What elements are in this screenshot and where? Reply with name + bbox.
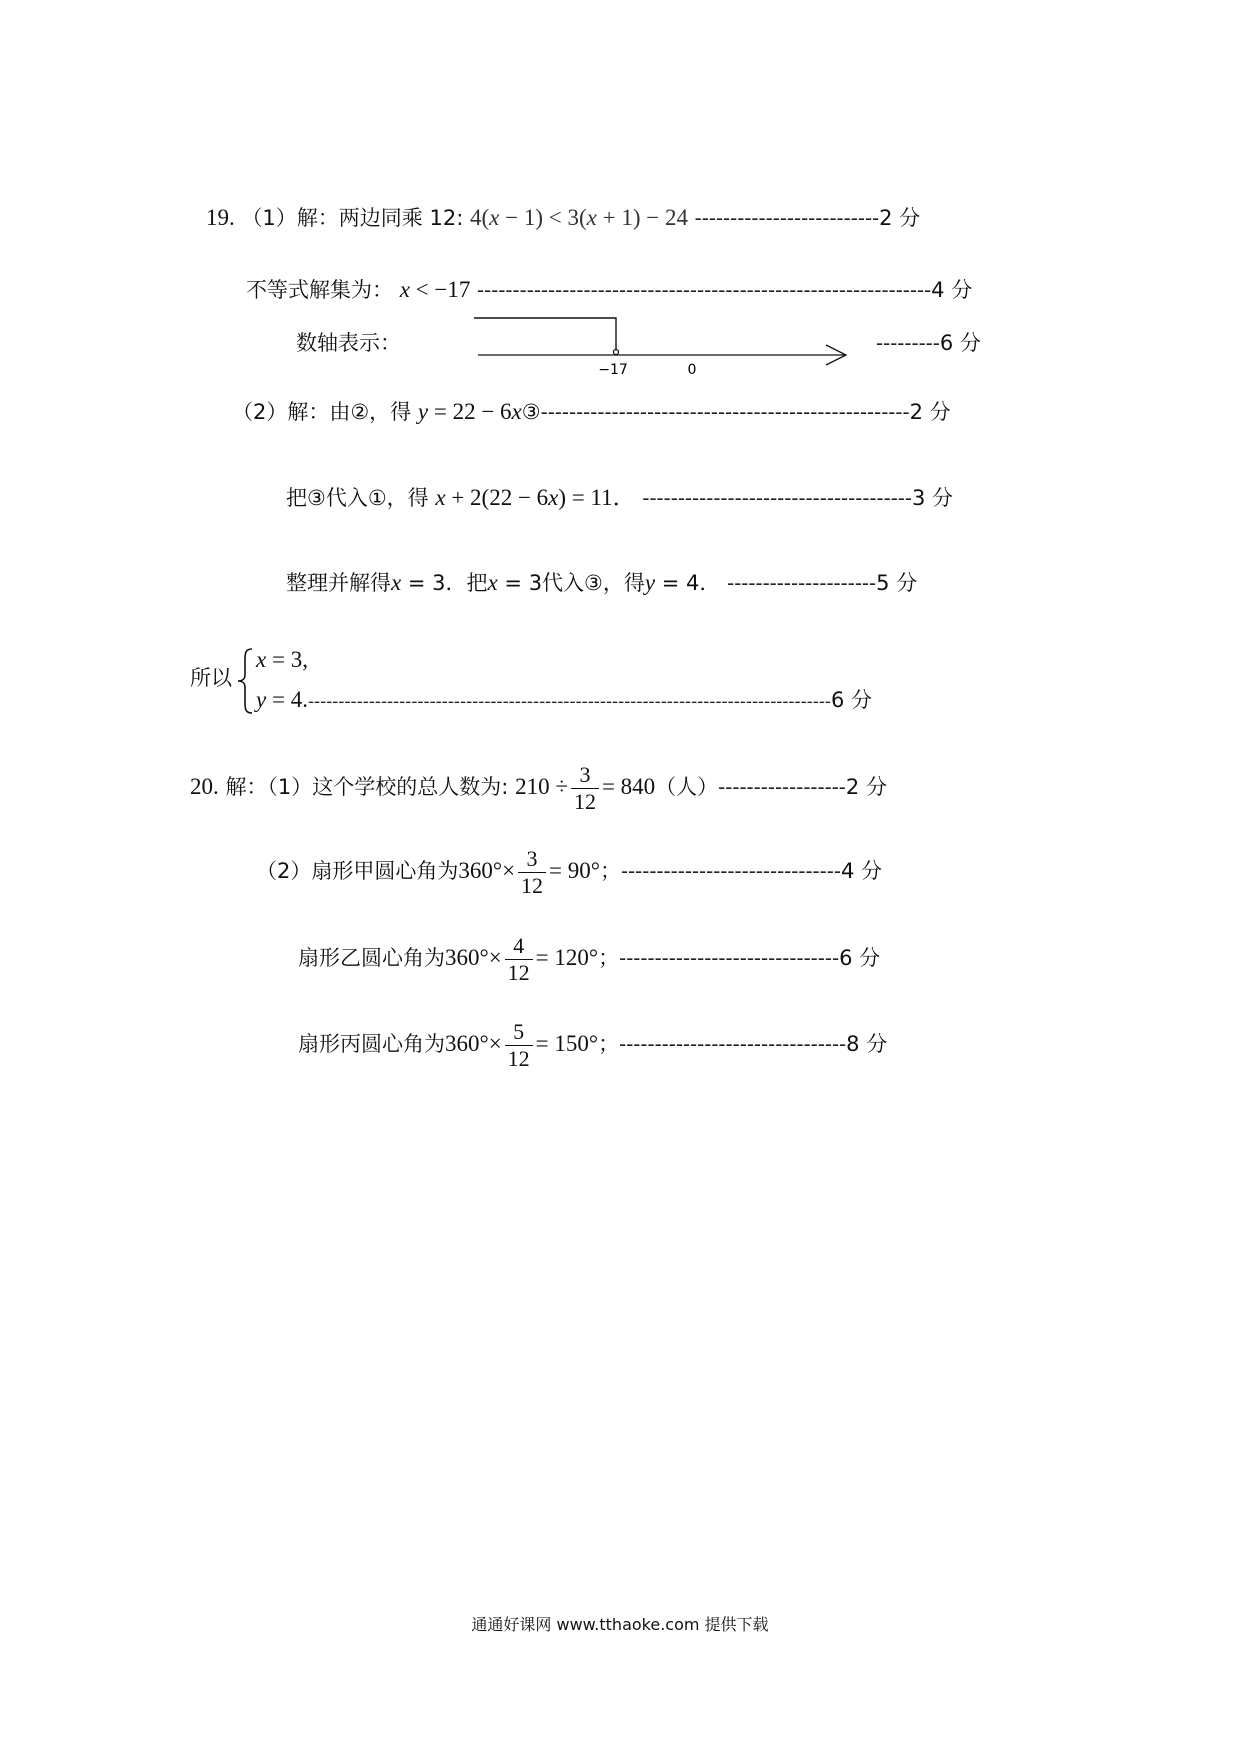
leader-dashes: ----------------------------------------------------------------: [477, 278, 932, 302]
q20-line-1: 20. 解：（1）这个学校的总人数为: 210 ÷ $\frac{3}{12}$ = 840（人）------------------2 分: [190, 762, 887, 814]
score-label: 6 分: [839, 946, 881, 970]
tick-label-zero: 0: [687, 362, 697, 378]
score-label: 4 分: [931, 278, 973, 302]
leader-dashes: --------------------------------: [619, 1032, 847, 1056]
score-label: 5 分: [876, 571, 918, 595]
system-row-1: x = 3,: [256, 647, 308, 672]
q19-part1-label: （1）解：两边同乘 12:: [241, 206, 464, 230]
q19-part1-expr: 4(x − 1) < 3(x + 1) − 24: [469, 205, 688, 230]
score-label: 2 分: [909, 400, 951, 424]
solution-set-expr: x < −17: [399, 277, 471, 302]
solution-bracket: [474, 318, 616, 352]
substitute-text: 把③代入①，得: [286, 486, 429, 510]
q20-number: 20.: [190, 774, 219, 799]
fraction: $\frac{4}{12}$: [505, 933, 533, 986]
score-label: 3 分: [912, 486, 954, 510]
leader-dashes: --------------------------: [694, 206, 880, 230]
leader-dashes: ------------------: [718, 775, 846, 799]
system-brace: [236, 647, 256, 715]
substitute-expr: x + 2(22 − 6x) = 11．: [435, 485, 636, 510]
leader-dashes: --------------------------------------: [642, 486, 912, 510]
part2-expr: y = 22 − 6x: [417, 399, 522, 424]
leader-dashes: -------------------------------: [620, 859, 841, 883]
score-label: 6 分: [939, 331, 981, 355]
leader-dashes: ---------: [876, 331, 940, 355]
q19-part2-line-2: [286, 484, 953, 512]
fraction: $\frac{3}{12}$: [571, 762, 599, 815]
fraction: $\frac{3}{12}$: [518, 846, 546, 899]
solution-set-label: 不等式解集为：: [246, 278, 393, 302]
q19-line-2: [246, 276, 972, 304]
score-label: 4 分: [840, 859, 882, 883]
tick-label-neg17: −17: [598, 362, 628, 378]
score-label: 2 分: [879, 206, 921, 230]
number-line-label: 数轴表示：: [296, 331, 401, 355]
q19-line-1: [206, 204, 920, 232]
system-row-2: y = 4.--------------------------------------------------------------------------------------6 分: [256, 687, 873, 712]
q20-line-3: 扇形乙圆心角为360°× $\frac{4}{12}$ = 120°；-------------------------------6 分: [298, 933, 881, 985]
number-line-diagram: [470, 312, 860, 382]
part2-label: （2）解：由②，得: [232, 400, 412, 424]
leader-dashes: ---------------------: [727, 571, 877, 595]
score-label: 2 分: [845, 775, 887, 799]
open-endpoint: [614, 350, 619, 355]
leader-dashes: -------------------------------: [619, 946, 840, 970]
leader-dashes: ----------------------------------------------------: [540, 400, 910, 424]
page-footer: 通通好课网 www.tthaoke.com 提供下载: [471, 1615, 769, 1634]
fraction: $\frac{5}{12}$: [505, 1019, 533, 1072]
q20-line-2: （2）扇形甲圆心角为360°× $\frac{3}{12}$ = 90°；-------------------------------4 分: [256, 846, 882, 898]
q19-part2-line-1: （2）解：由②，得 y = 22 − 6x③----------------------------------------------------2 分: [232, 399, 951, 424]
q19-number: 19.: [206, 205, 235, 230]
leader-dashes: --------------------------------------------------------------------------------------: [307, 691, 832, 712]
score-label: 6 分: [831, 688, 873, 712]
number-line-score: [876, 329, 981, 357]
therefore-label: 所以: [190, 666, 232, 690]
q20-line-4: 扇形丙圆心角为360°× $\frac{5}{12}$ = 150°；--------------------------------8 分: [298, 1019, 888, 1071]
q19-part2-line-3: 整理并解得x = 3．把x = 3代入③，得y = 4． ---------------------5 分: [286, 570, 918, 595]
score-label: 8 分: [846, 1032, 888, 1056]
